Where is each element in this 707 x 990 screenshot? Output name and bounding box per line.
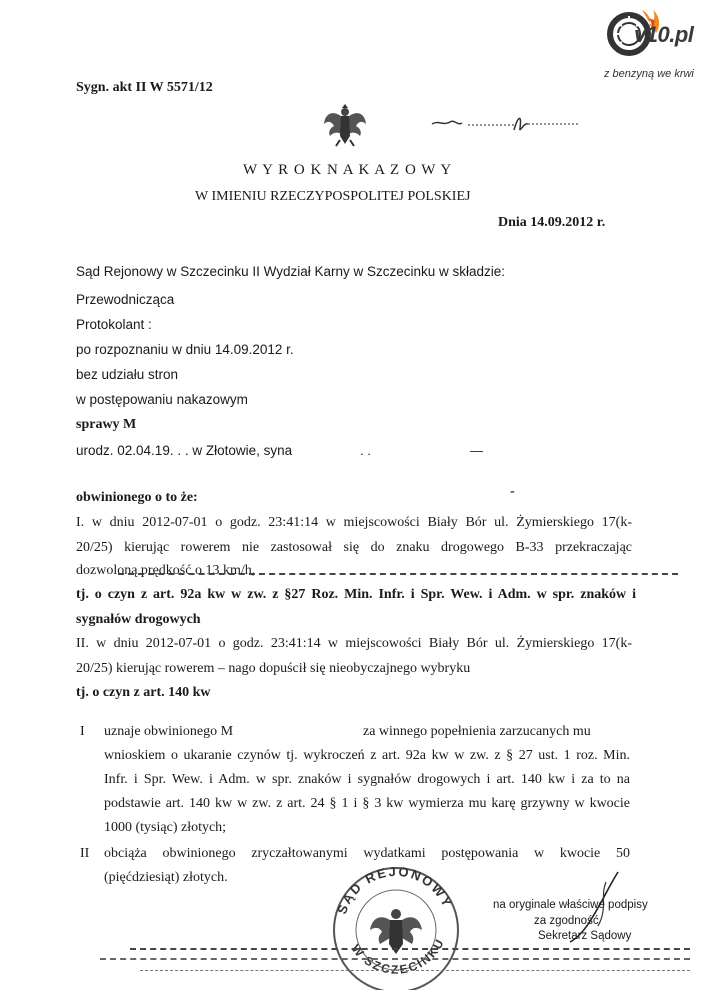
charge-1-law-line-2: sygnałów drogowych — [76, 612, 201, 627]
born-line-tail: . . — [360, 443, 371, 458]
document-date: Dnia 14.09.2012 r. — [498, 215, 606, 230]
clerk-line: Protokolant : — [76, 317, 152, 332]
scan-line-bottom-3 — [140, 970, 690, 971]
born-line-tail-2: — — [470, 443, 483, 458]
scan-line-bottom-1 — [130, 948, 690, 950]
svg-text:W SZCZECINKU: W SZCZECINKU — [348, 935, 448, 977]
stamp-note-line-2: za zgodność — [534, 915, 599, 927]
document-subtitle: W IMIENIU RZECZYPOSPOLITEJ POLSKIEJ — [195, 189, 471, 204]
case-number: Sygn. akt II W 5571/12 — [76, 80, 213, 95]
scan-line-bottom-2 — [100, 958, 690, 960]
verdict-1-line-2: wnioskiem o ukaranie czynów tj. wykroczeń z art. 92a kw w zw. z § 27 ust. 1 roz. Min. — [104, 748, 630, 763]
verdict-1-line-5: 1000 (tysiąc) złotych; — [104, 820, 227, 835]
procedure-line: w postępowaniu nakazowym — [76, 392, 248, 407]
charge-2-line-1: II. w dniu 2012-07-01 o godz. 23:41:14 w miejscowości Biały Bór ul. Żymierskiego 17(k- — [76, 636, 632, 651]
charge-2-line-2: 20/25) kierując rowerem – nago dopuścił się nieobyczajnego wybryku — [76, 661, 471, 676]
court-line: Sąd Rejonowy w Szczecinku II Wydział Karny w Szczecinku w składzie: — [76, 264, 506, 279]
verdict-1-line-4: podstawie art. 140 kw w zw. z art. 24 § 1 i § 3 kw wymierza mu karę grzywny w kwocie — [104, 796, 630, 811]
eagle-emblem-icon — [322, 100, 368, 148]
born-line: urodz. 02.04.19. . . w Złotowie, syna — [76, 443, 293, 458]
logo-brand: v10.pl — [634, 22, 694, 47]
charges-heading: obwinionego o to że: — [76, 490, 198, 505]
scan-line — [118, 573, 678, 575]
hearing-line: po rozpoznaniu w dniu 14.09.2012 r. — [76, 342, 294, 357]
case-of-line: sprawy M — [76, 417, 137, 432]
charge-1-law-line-1: tj. o czyn z art. 92a kw w zw. z §27 Roz. Min. Infr. i Spr. Wew. i Adm. w spr. znaków i — [76, 587, 636, 602]
charge-2-law: tj. o czyn z art. 140 kw — [76, 685, 211, 700]
signature-scribble — [428, 110, 588, 140]
stamp-note-line-3: Sekretarz Sądowy — [538, 930, 632, 942]
verdict-1-number: I — [80, 724, 85, 739]
charge-1-line-3: dozwoloną prędkość o 13 km/h, — [76, 563, 256, 578]
verdict-2-line-1: obciąża obwinionego zryczałtowanymi wydatkami postępowania w kwocie 50 — [104, 846, 630, 861]
charge-1-line-2: 20/25) kierując rowerem nie zastosował się do znaku drogowego B-33 przekraczając — [76, 540, 632, 555]
logo-slogan: z benzyną we krwi — [604, 68, 694, 80]
presiding-line: Przewodnicząca — [76, 292, 175, 307]
verdict-1-line-1b: za winnego popełnienia zarzucanych mu — [363, 724, 591, 739]
svg-text:SĄD REJONOWY: SĄD REJONOWY — [334, 863, 456, 917]
verdict-1-line-3: Infr. i Spr. Wew. i Adm. w spr. znaków i sygnałów drogowych i art. 140 kw i za to na — [104, 772, 630, 787]
verdict-2-line-2: (pięćdziesiąt) złotych. — [104, 870, 228, 885]
verdict-1-line-1a: uznaje obwinionego M — [104, 724, 234, 739]
charge-1-line-1: I. w dniu 2012-07-01 o godz. 23:41:14 w miejscowości Biały Bór ul. Żymierskiego 17(k- — [76, 515, 632, 530]
parties-line: bez udziału stron — [76, 367, 179, 382]
verdict-2-number: II — [80, 846, 90, 861]
document-title: W Y R O K N A K A Z O W Y — [243, 162, 453, 178]
stamp-note-line-1: na oryginale właściwe podpisy — [493, 899, 648, 911]
dash-mark: - — [510, 484, 515, 499]
